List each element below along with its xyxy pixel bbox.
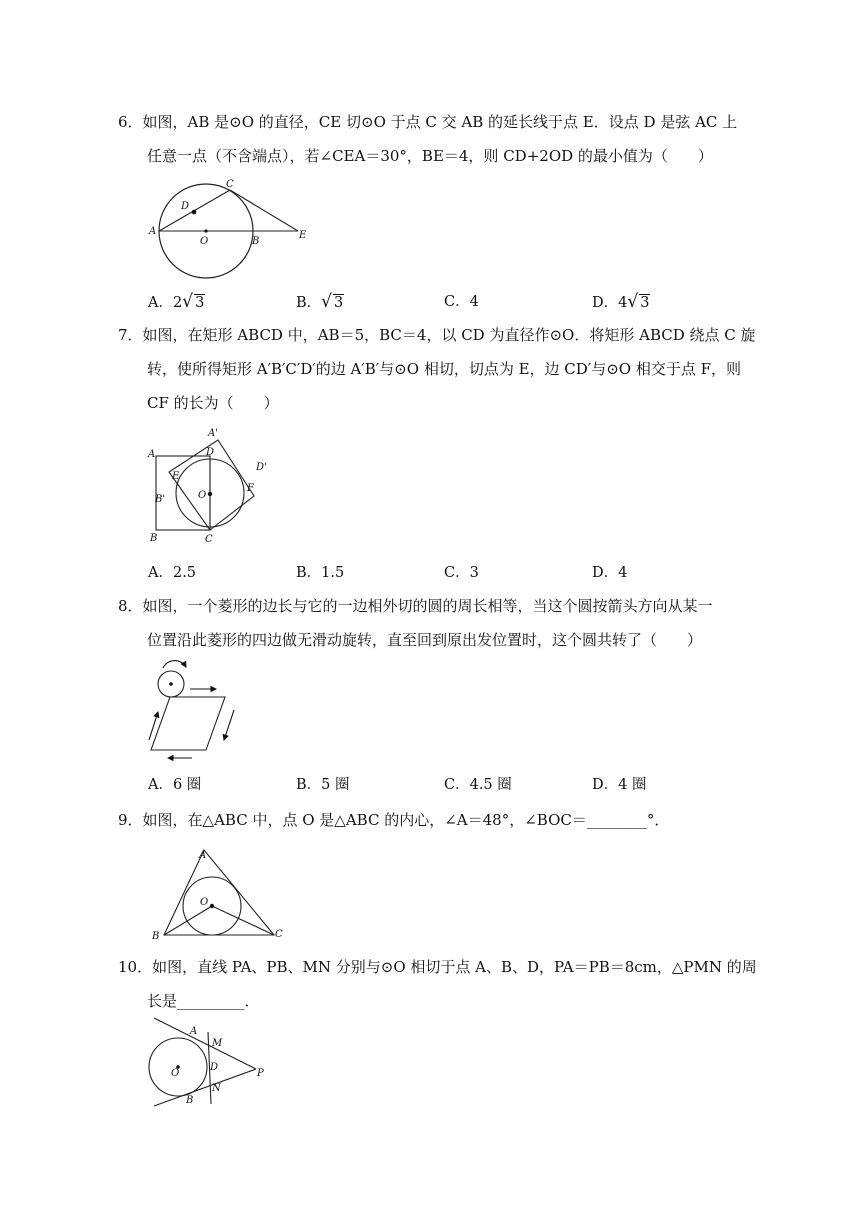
q8-arrow-down-icon xyxy=(224,710,234,740)
q7-label-b-prime: B' xyxy=(155,494,166,505)
q6-label-b: B xyxy=(252,236,260,247)
q9-line-1: 9．如图，在△ABC 中，点 O 是△ABC 的内心，∠A＝48°，∠BOC＝________°． xyxy=(118,811,670,829)
q8-circle-center xyxy=(169,682,173,686)
q7-label-a-prime: A' xyxy=(208,428,218,439)
q6-line-2: 任意一点（不含端点），若∠CEA＝30°，BE＝4，则 CD+2OD 的最小值为（ ） xyxy=(147,147,713,165)
q7-option-b[interactable]: B．1.5 xyxy=(296,565,345,581)
q8-figure xyxy=(146,654,246,766)
q9-label-b: B xyxy=(152,931,160,942)
q10-label-n: N xyxy=(212,1083,221,1094)
sqrt-icon: √ xyxy=(627,291,639,313)
q10-label-m: M xyxy=(212,1038,223,1049)
q10-label-b: B xyxy=(186,1095,194,1106)
q9-label-o: O xyxy=(200,897,209,908)
q6-figure xyxy=(146,176,346,282)
q6-line-1: 6．如图，AB 是⊙O 的直径，CE 切⊙O 于点 C 交 AB 的延长线于点 E．设点 D 是弦 AC 上 xyxy=(118,113,738,131)
sqrt-icon: √ xyxy=(182,291,194,313)
q8-rhombus xyxy=(151,697,225,750)
q8-line-1: 8．如图，一个菱形的边长与它的一边相外切的圆的周长相等，当这个圆按箭头方向从某一 xyxy=(118,597,713,615)
q8-line-2: 位置沿此菱形的四边做无滑动旋转，直至回到原出发位置时，这个圆共转了（ ） xyxy=(147,631,703,649)
q7-option-a[interactable]: A．2.5 xyxy=(148,565,197,581)
q10-tangent-pa xyxy=(154,1018,256,1069)
q10-tangent-pb xyxy=(154,1069,256,1106)
q10-line-2: 长是_________． xyxy=(147,992,260,1010)
q7-line-2: 转，使所得矩形 A′B′C′D′的边 A′B′与⊙O 相切，切点为 E，边 CD′与⊙O 相交于点 F，则 xyxy=(147,360,742,378)
q9-segment-oc xyxy=(212,906,274,935)
q10-label-p: P xyxy=(257,1068,264,1079)
q7-line-3: CF 的长为（ ） xyxy=(147,394,279,412)
q9-label-a: A xyxy=(199,850,207,861)
q7-figure xyxy=(146,424,276,548)
q10-figure xyxy=(146,1014,276,1110)
q6-label-a: A xyxy=(149,226,157,237)
q10-line-1: 10．如图，直线 PA、PB、MN 分别与⊙O 相切于点 A、B、D，PA＝PB＝8cm，△PMN 的周 xyxy=(118,958,757,976)
q10-label-a: A xyxy=(190,1026,198,1037)
q7-label-e: E xyxy=(172,471,180,482)
q7-option-d[interactable]: D．4 xyxy=(592,565,628,581)
q6-option-b[interactable]: B．√ 3 xyxy=(296,291,344,313)
q10-label-d: D xyxy=(210,1062,219,1073)
q7-label-a: A xyxy=(148,449,156,460)
q7-label-f: F xyxy=(247,483,254,494)
q8-option-d[interactable]: D．4 圈 xyxy=(592,777,647,793)
q9-triangle-abc xyxy=(164,850,274,935)
q8-option-a[interactable]: A．6 圈 xyxy=(148,777,202,793)
q7-label-d: D xyxy=(206,447,215,458)
q10-label-o: O xyxy=(171,1068,180,1079)
q7-label-c: C xyxy=(205,534,213,545)
q6-label-d: D xyxy=(181,201,190,212)
q9-label-c: C xyxy=(275,929,283,940)
q6-option-d[interactable]: D．4√ 3 xyxy=(592,291,650,313)
q9-point-o xyxy=(210,904,214,908)
q6-label-e: E xyxy=(299,230,307,241)
q8-option-c[interactable]: C．4.5 圈 xyxy=(444,777,512,793)
q7-label-d-prime: D' xyxy=(256,462,267,473)
q6-point-d xyxy=(192,210,197,215)
q6-point-o xyxy=(204,229,207,232)
q6-option-c[interactable]: C．4 xyxy=(444,294,479,310)
q6-label-c: C xyxy=(226,179,234,190)
sqrt-icon: √ xyxy=(321,291,332,313)
q8-rotation-arrow-icon xyxy=(163,661,186,668)
q7-label-o: O xyxy=(198,490,207,501)
q7-option-c[interactable]: C．3 xyxy=(444,565,479,581)
q7-line-1: 7．如图，在矩形 ABCD 中，AB＝5，BC＝4，以 CD 为直径作⊙O．将矩形 ABCD 绕点 C 旋 xyxy=(118,326,756,344)
q9-figure xyxy=(146,840,296,944)
q6-label-o: O xyxy=(200,236,209,247)
q7-point-o xyxy=(208,492,212,496)
q6-option-a[interactable]: A．2√ 3 xyxy=(148,291,205,313)
q8-option-b[interactable]: B．5 圈 xyxy=(296,777,350,793)
q6-tangent-ce xyxy=(230,190,298,231)
q7-label-b: B xyxy=(150,533,158,544)
